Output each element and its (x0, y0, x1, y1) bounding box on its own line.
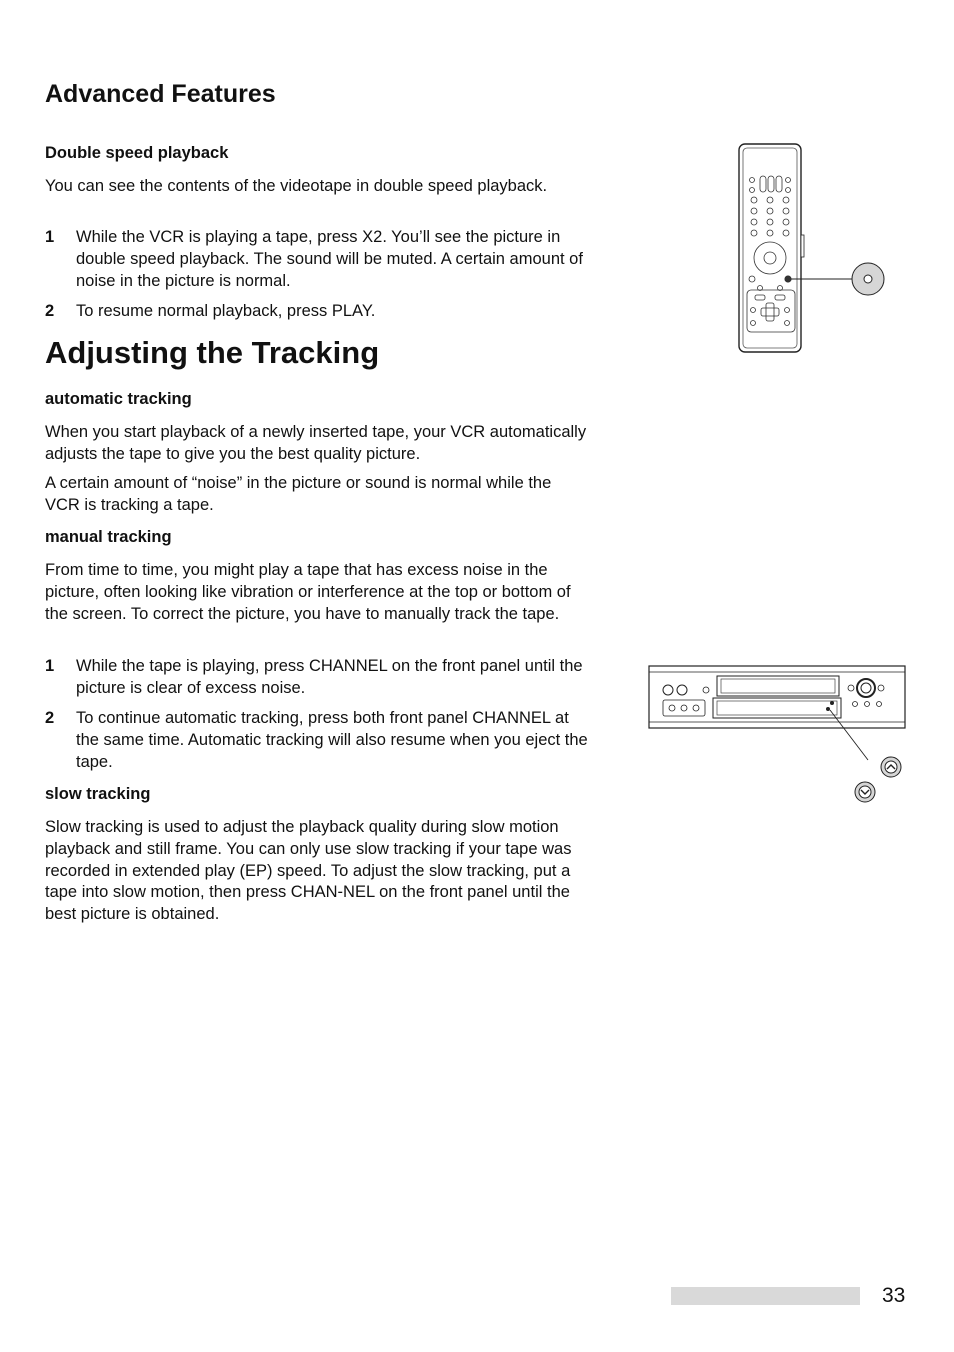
double-speed-step-2 (45, 301, 590, 323)
step-text: While the tape is playing, press CHANNEL on the front panel until the picture is clear of excess noise. (76, 657, 583, 697)
manual-tracking-p1: From time to time, you might play a tape that has excess noise in the picture, often looking like vibration or interference at the top or bottom of the screen. To correct the picture, you have to manually track the tape. (45, 561, 571, 623)
step-number: 2 (45, 302, 55, 320)
section-title-advanced-features: Advanced Features (45, 80, 276, 108)
manual-tracking-step-1 (45, 656, 590, 700)
subheading-manual-tracking: manual tracking (45, 528, 172, 546)
slow-tracking-p1: Slow tracking is used to adjust the playback quality during slow motion playback and still frame. You can only use slow tracking if your tape was recorded in extended play (EP) speed. To adjust the slow tracking, put a tape into slow motion, then press CHAN-NEL on the front panel until the best picture is obtained. (45, 818, 572, 924)
step-text: To continue automatic tracking, press both front panel CHANNEL at the same time. Automatic tracking will also resume when you eject the tape. (76, 709, 588, 771)
step-number: 1 (45, 228, 55, 246)
subheading-automatic-tracking: automatic tracking (45, 390, 192, 408)
subheading-double-speed: Double speed playback (45, 144, 229, 162)
page-number: 33 (882, 1284, 906, 1307)
remote-control-icon (735, 140, 895, 360)
automatic-tracking-p1: When you start playback of a newly inserted tape, your VCR automatically adjusts the tape to give you the best quality picture. (45, 423, 587, 463)
vcr-front-panel-icon (645, 662, 910, 807)
step-number: 1 (45, 657, 55, 675)
subheading-slow-tracking: slow tracking (45, 785, 151, 803)
section-title-adjusting-tracking: Adjusting the Tracking (45, 335, 380, 370)
footer-bar (671, 1287, 860, 1305)
automatic-tracking-p2: A certain amount of “noise” in the picture or sound is normal while the VCR is tracking a tape. (45, 474, 552, 514)
step-text: While the VCR is playing a tape, press X2. You’ll see the picture in double speed playback. The sound will be muted. A certain amount of noise in the picture is normal. (76, 228, 583, 290)
double-speed-step-1 (45, 227, 590, 292)
step-number: 2 (45, 709, 55, 727)
manual-tracking-step-2 (45, 708, 590, 773)
double-speed-intro: You can see the contents of the videotape in double speed playback. (45, 177, 548, 195)
step-text: To resume normal playback, press PLAY. (76, 302, 376, 320)
